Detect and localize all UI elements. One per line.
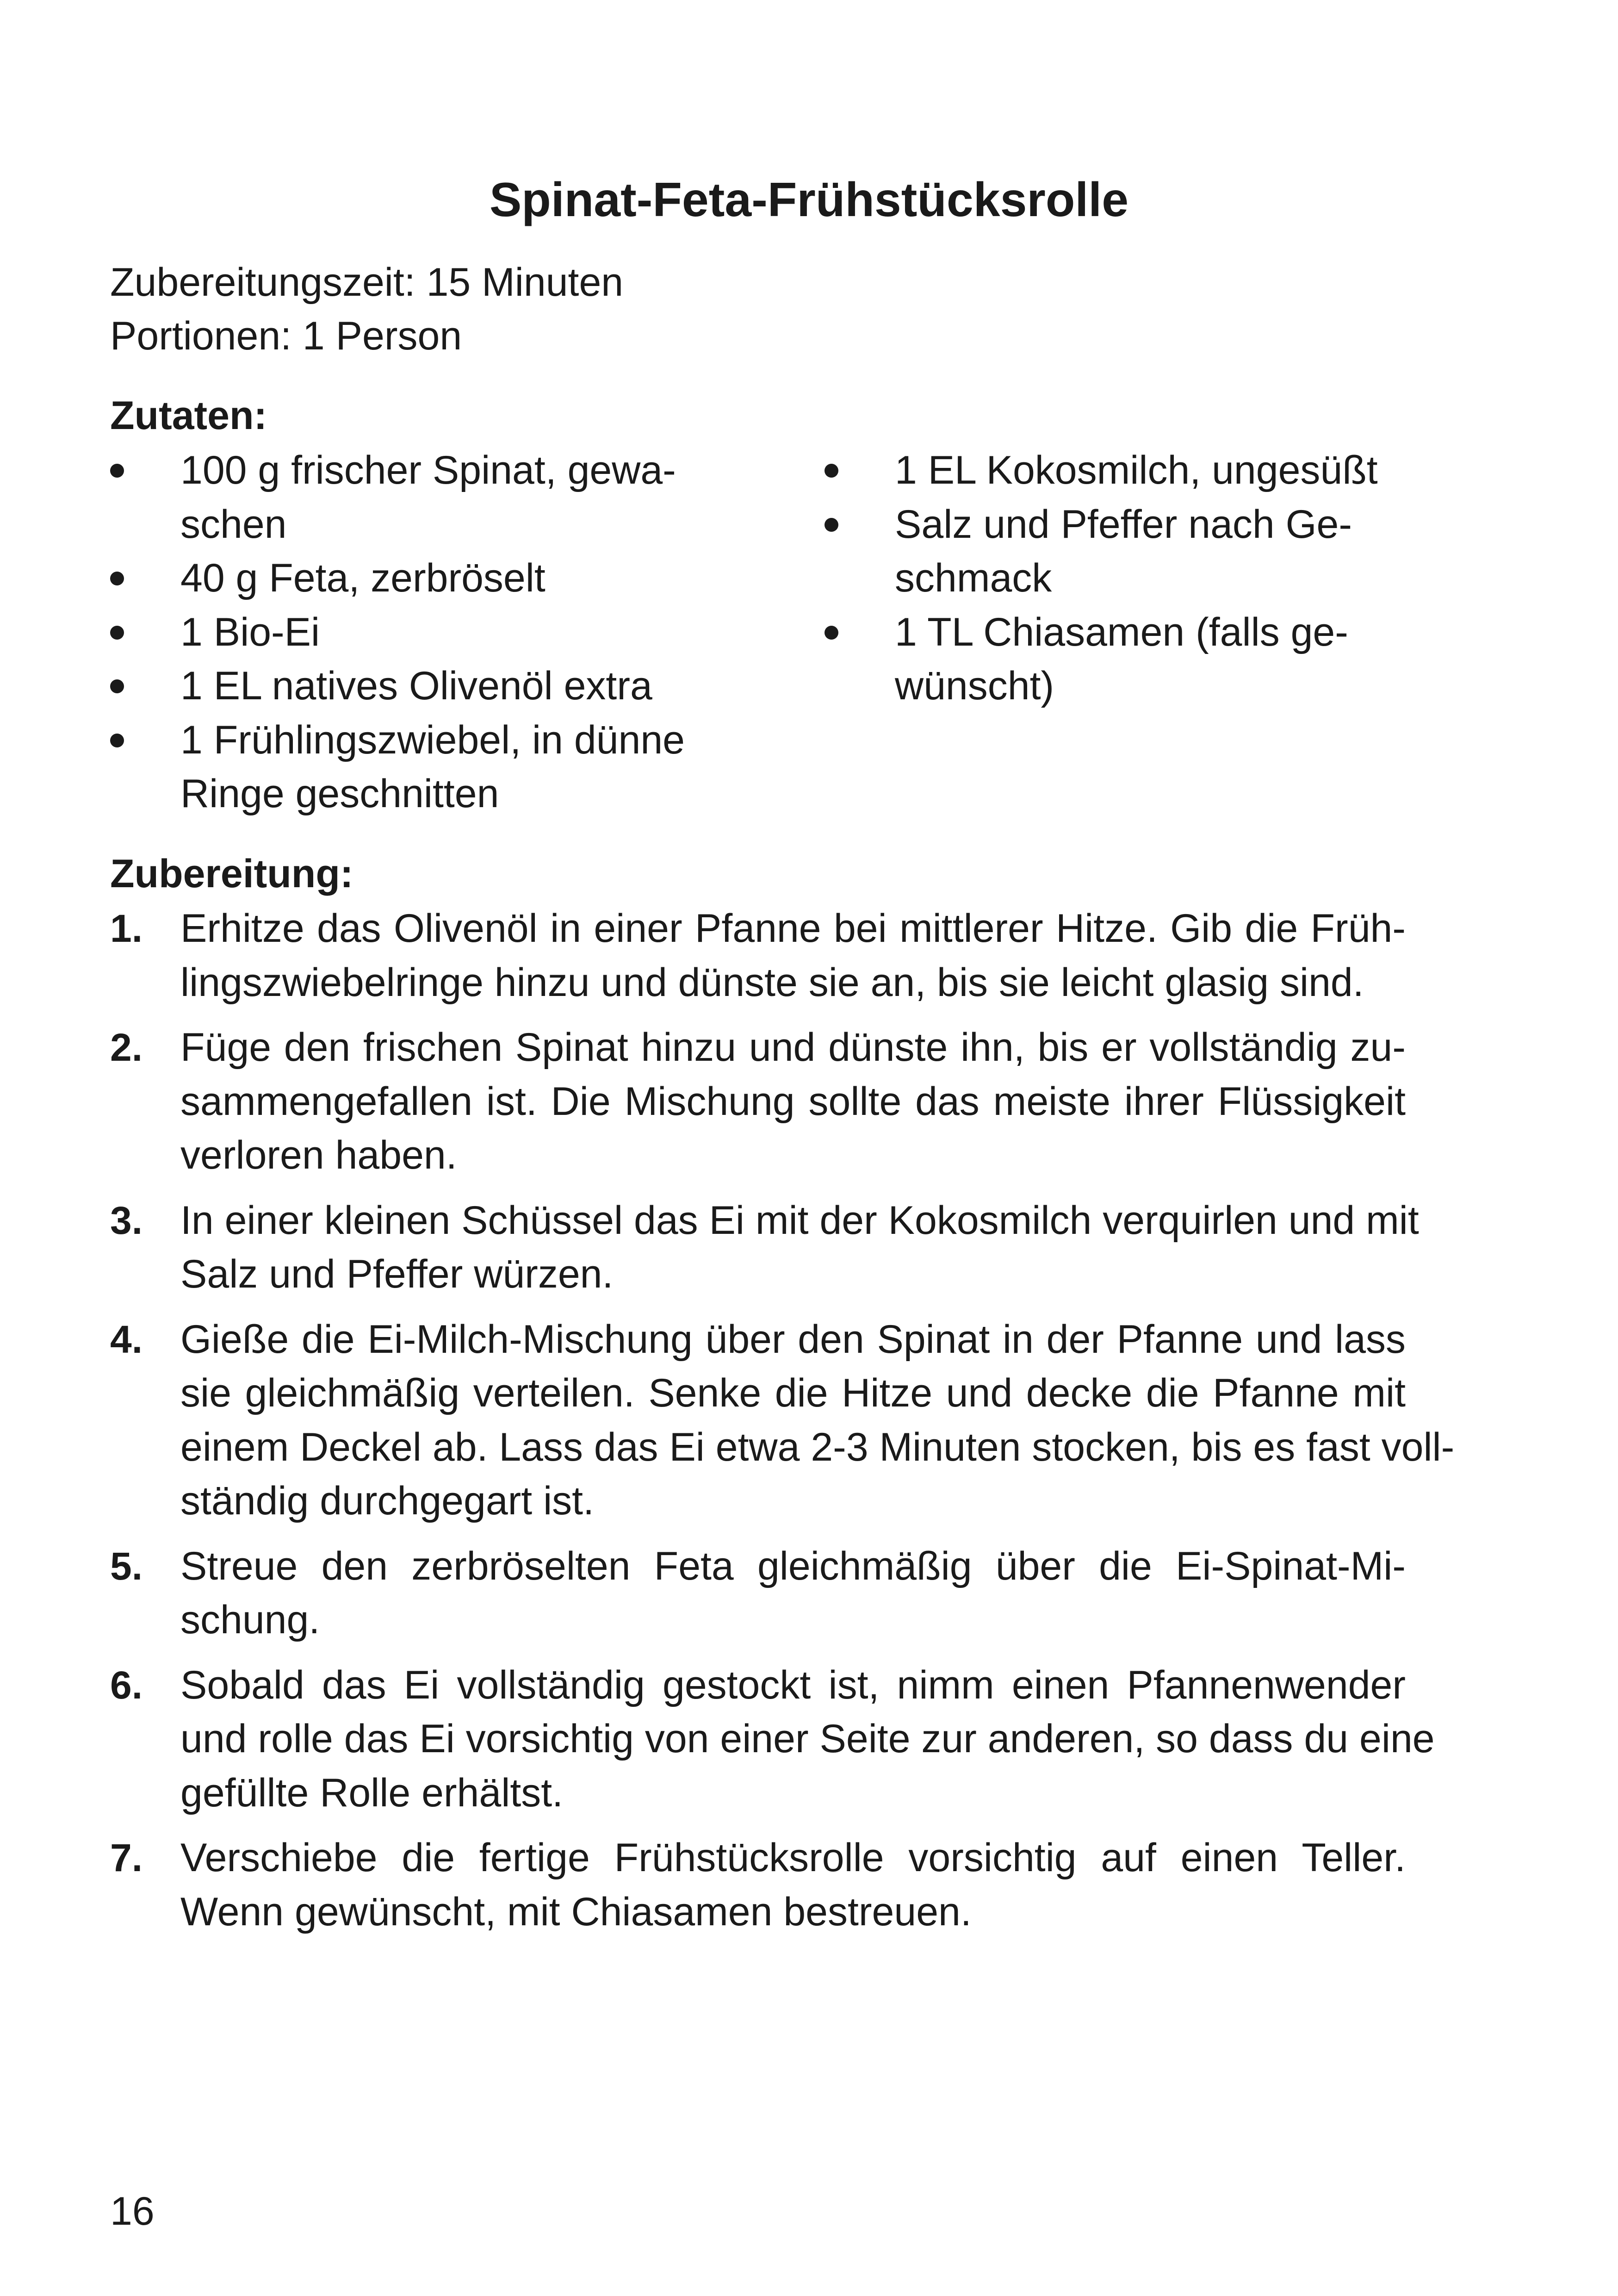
servings: Portionen: 1 Person (110, 314, 462, 358)
step-text (180, 1020, 1406, 1182)
step-item (110, 1020, 1406, 1182)
ingredient-text: 1 EL Kokosmilch, ungesüßt (895, 448, 1378, 492)
ingredient-item (110, 551, 712, 605)
ingredient-text: Ringe geschnitten (180, 772, 499, 816)
step-text (180, 902, 1406, 1009)
prep-time: Zubereitungszeit: 15 Minuten (110, 260, 624, 305)
step-line: schung. (180, 1598, 320, 1642)
step-line: Verschiebe die fertige Frühstücksrolle vorsichtig auf einen Teller. (180, 1836, 1406, 1880)
ingredient-text: schen (180, 502, 287, 547)
ingredient-text: 1 EL natives Olivenöl extra (180, 664, 652, 708)
ingredient-text: wünscht) (895, 664, 1054, 708)
preparation-heading: Zubereitung: (110, 852, 353, 896)
step-text (180, 1831, 1406, 1939)
step-number: 6. (110, 1663, 143, 1707)
ingredient-text: schmack (895, 556, 1052, 600)
step-line: Salz und Pfeffer würzen. (180, 1252, 614, 1296)
ingredient-text: Salz und Pfeffer nach Ge- (895, 502, 1352, 547)
step-text (180, 1194, 1419, 1301)
step-number: 5. (110, 1544, 143, 1588)
preparation-steps (110, 902, 1455, 1950)
ingredient-item (110, 443, 712, 551)
step-item (110, 1539, 1406, 1647)
step-line: Gieße die Ei-Milch-Mischung über den Spinat in der Pfanne und lass (180, 1317, 1406, 1362)
step-line: Streue den zerbröselten Feta gleichmäßig über die Ei-Spinat-Mi- (180, 1543, 1406, 1588)
recipe-title: Spinat-Feta-Frühstücksrolle (489, 173, 1129, 227)
ingredient-item (824, 498, 1426, 605)
step-line: Wenn gewünscht, mit Chiasamen bestreuen. (180, 1889, 972, 1934)
ingredient-text: 40 g Feta, zerbröselt (180, 556, 546, 600)
ingredient-item (824, 605, 1426, 713)
ingredient-item (110, 659, 712, 713)
step-line: In einer kleinen Schüssel das Ei mit der Kokosmilch verquirlen und mit (180, 1198, 1419, 1243)
ingredients-list-left (110, 443, 712, 821)
step-line: Füge den frischen Spinat hinzu und dünste ihn, bis er vollständig zu- (180, 1025, 1406, 1070)
step-line: Erhitze das Olivenöl in einer Pfanne bei mittlerer Hitze. Gib die Früh- (180, 906, 1406, 951)
step-line: und rolle das Ei vorsichtig von einer Seite zur anderen, so dass du eine (180, 1717, 1435, 1761)
step-item (110, 1831, 1406, 1939)
step-text (180, 1313, 1455, 1528)
step-text (180, 1539, 1406, 1647)
ingredient-item (824, 443, 1426, 498)
step-number: 1. (110, 907, 143, 950)
ingredient-text: 100 g frischer Spinat, gewa- (180, 448, 676, 492)
step-line: lingszwiebelringe hinzu und dünste sie an, bis sie leicht glasig sind. (180, 960, 1364, 1005)
ingredients-heading: Zutaten: (110, 393, 267, 438)
step-line: sammengefallen ist. Die Mischung sollte das meiste ihrer Flüssigkeit (180, 1079, 1406, 1124)
step-text (180, 1658, 1435, 1820)
ingredient-text: 1 Bio-Ei (180, 610, 320, 654)
ingredients-list-right (824, 443, 1426, 713)
step-number: 7. (110, 1836, 143, 1879)
step-item (110, 1194, 1419, 1301)
step-item (110, 1313, 1455, 1528)
step-number: 2. (110, 1026, 143, 1069)
step-line: verloren haben. (180, 1133, 457, 1177)
step-item (110, 902, 1406, 1009)
ingredient-item (110, 713, 712, 821)
ingredient-text: 1 Frühlingszwiebel, in dünne (180, 717, 685, 762)
step-number: 3. (110, 1198, 143, 1242)
step-line: ständig durchgegart ist. (180, 1479, 594, 1523)
page-number: 16 (110, 2189, 155, 2234)
step-item (110, 1658, 1435, 1820)
ingredient-text: 1 TL Chiasamen (falls ge- (895, 610, 1348, 654)
step-line: sie gleichmäßig verteilen. Senke die Hitze und decke die Pfanne mit (180, 1371, 1406, 1415)
step-line: einem Deckel ab. Lass das Ei etwa 2-3 Minuten stocken, bis es fast voll- (180, 1425, 1455, 1469)
step-line: Sobald das Ei vollständig gestockt ist, nimm einen Pfannenwender (180, 1662, 1406, 1707)
step-line: gefüllte Rolle erhältst. (180, 1770, 563, 1815)
step-number: 4. (110, 1317, 143, 1361)
ingredient-item (110, 605, 712, 660)
